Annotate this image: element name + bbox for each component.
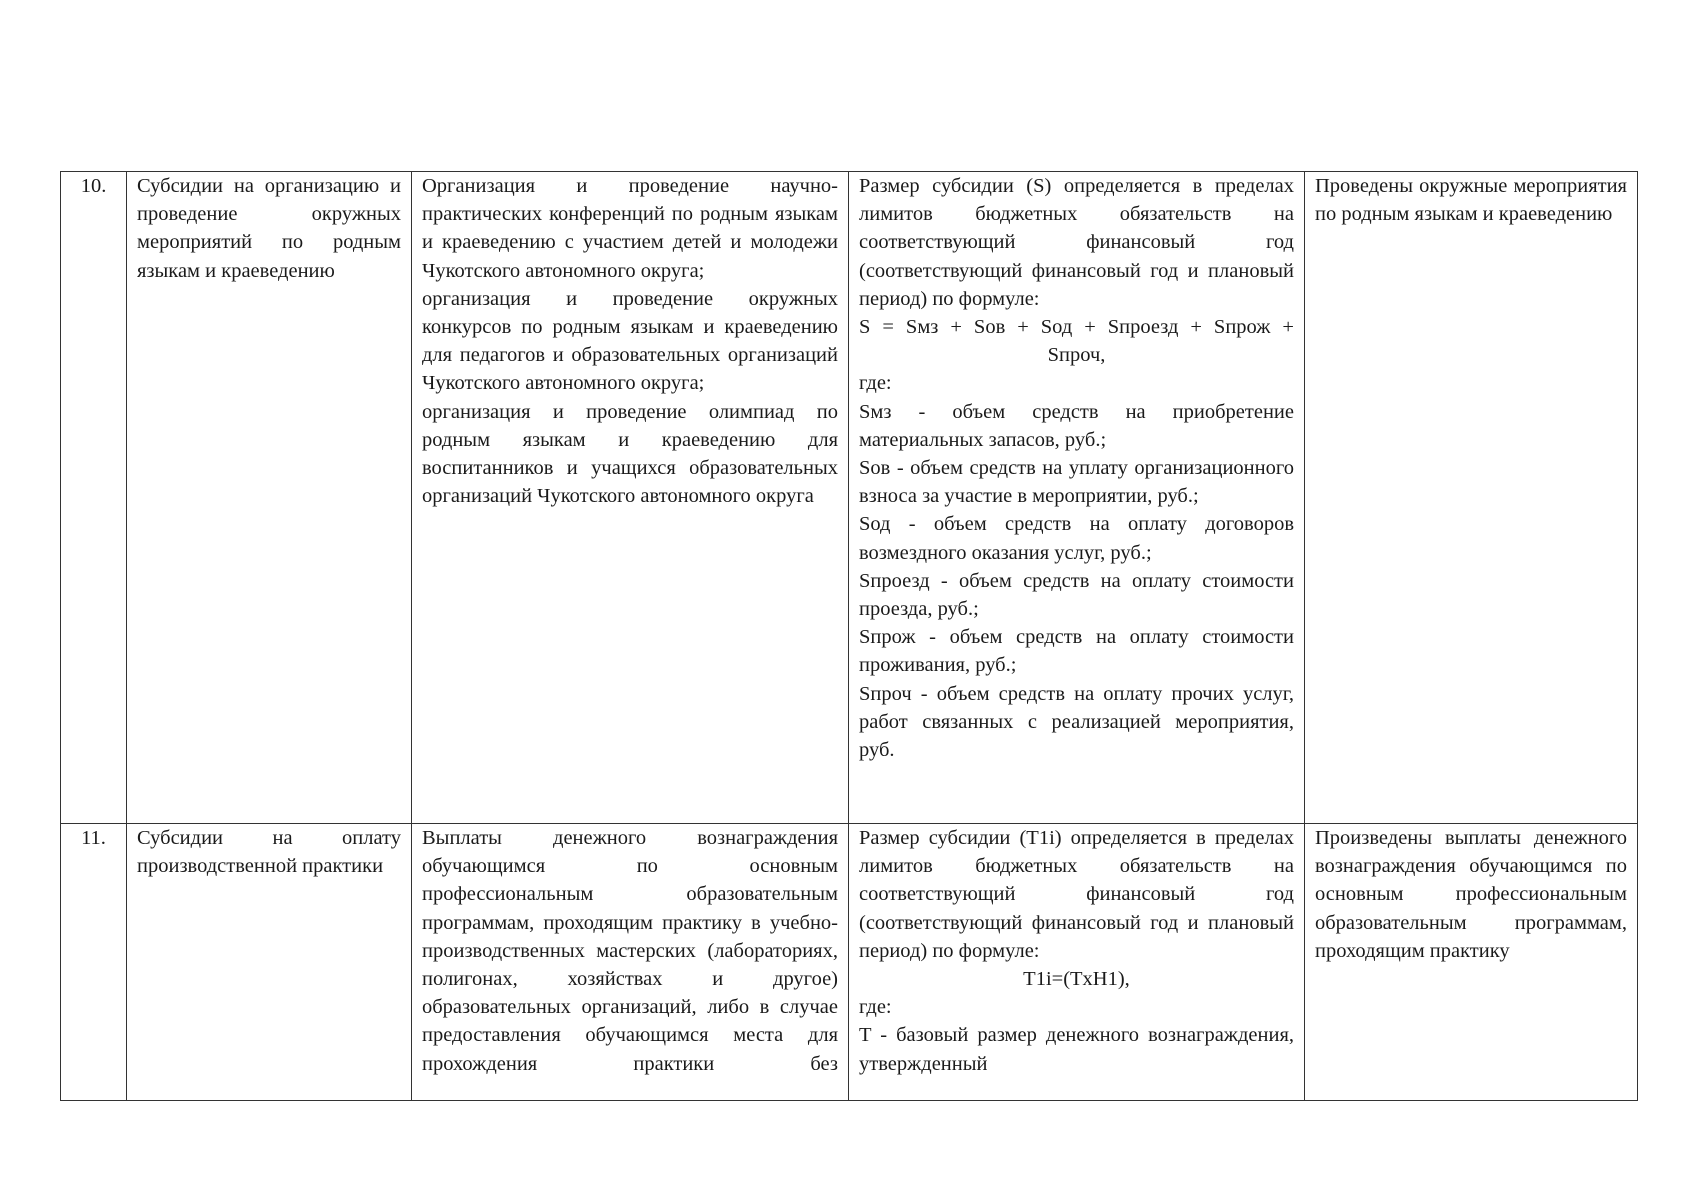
direction-item: организация и проведение олимпиад по родным языкам и краеведению для воспитанников и учащихся образовательных организаций Чукотского автономного округа [422,400,838,508]
row-number: 10. [61,172,127,824]
formula-term: Sпроезд - объем средств на оплату стоимости проезда, руб.; [859,569,1294,621]
subsidy-name-cell [127,824,412,1101]
formula-term: Sпроч - объем средств на оплату прочих услуг, работ связанных с реализацией мероприятия, руб. [859,682,1294,762]
direction-item: Организация и проведение научно-практических конференций по родным языкам и краеведению с участием детей и молодежи Чукотского автономного округа; [422,175,838,282]
subsidy-name: Субсидии на организацию и проведение окружных мероприятий по родным языкам и краеведению [137,175,401,282]
formula-where: где: [859,372,892,395]
formula-where: где: [859,996,892,1019]
formula-line: Sпроч, [1047,344,1106,367]
subsidy-name: Субсидии на оплату производственной практики [137,827,401,878]
calculation-intro: Размер субсидии (T1i) определяется в пределах лимитов бюджетных обязательств на соответствующий финансовый год (соответствующий финансовый год и плановый период) по формуле: [859,827,1294,962]
result-text: Произведены выплаты денежного вознаграждения обучающимся по основным профессиональным образовательным программам, проходящим практику [1315,827,1627,962]
formula-term: Sов - объем средств на уплату организационного взноса за участие в мероприятии, руб.; [859,457,1294,508]
calculation-cell [849,824,1305,1101]
result-text: Проведены окружные мероприятия по родным языкам и краеведению [1315,175,1627,226]
direction-item: организация и проведение окружных конкурсов по родным языкам и краеведению для педагогов и образовательных организаций Чукотского автономного округа; [422,287,838,395]
directions-cell [412,824,849,1101]
calculation-intro: Размер субсидии (S) определяется в пределах лимитов бюджетных обязательств на соответствующий финансовый год (соответствующий финансовый год и плановый период) по формуле: [859,175,1294,310]
formula-term: T - базовый размер денежного вознаграждения, утвержденный [859,1024,1294,1075]
table-row [61,172,1638,824]
formula-term: Sпрож - объем средств на оплату стоимости проживания, руб.; [859,626,1294,677]
formula-term: Sмз - объем средств на приобретение материальных запасов, руб.; [859,400,1294,451]
subsidy-table [60,171,1638,1101]
calculation-cell [849,172,1305,824]
subsidy-name-cell [127,172,412,824]
formula-line: T1i=(TxH1), [1023,968,1130,991]
formula-line: S = Sмз + Sов + Sод + Sпроезд + Sпрож + [859,316,1294,339]
row-number: 11. [61,824,127,1101]
directions-cell [412,172,849,824]
table-row [61,824,1638,1101]
direction-item: Выплаты денежного вознаграждения обучающимся по основным профессиональным образовательным программам, проходящим практику в учебно-производственных мастерских (лабораториях, полигонах, хозяйствах и другое) образовательных организаций, либо в случае предоставления обучающимся места для прохождения практики без [422,827,838,1075]
formula-term: Sод - объем средств на оплату договоров возмездного оказания услуг, руб.; [859,513,1294,564]
result-cell [1305,172,1638,824]
result-cell [1305,824,1638,1101]
